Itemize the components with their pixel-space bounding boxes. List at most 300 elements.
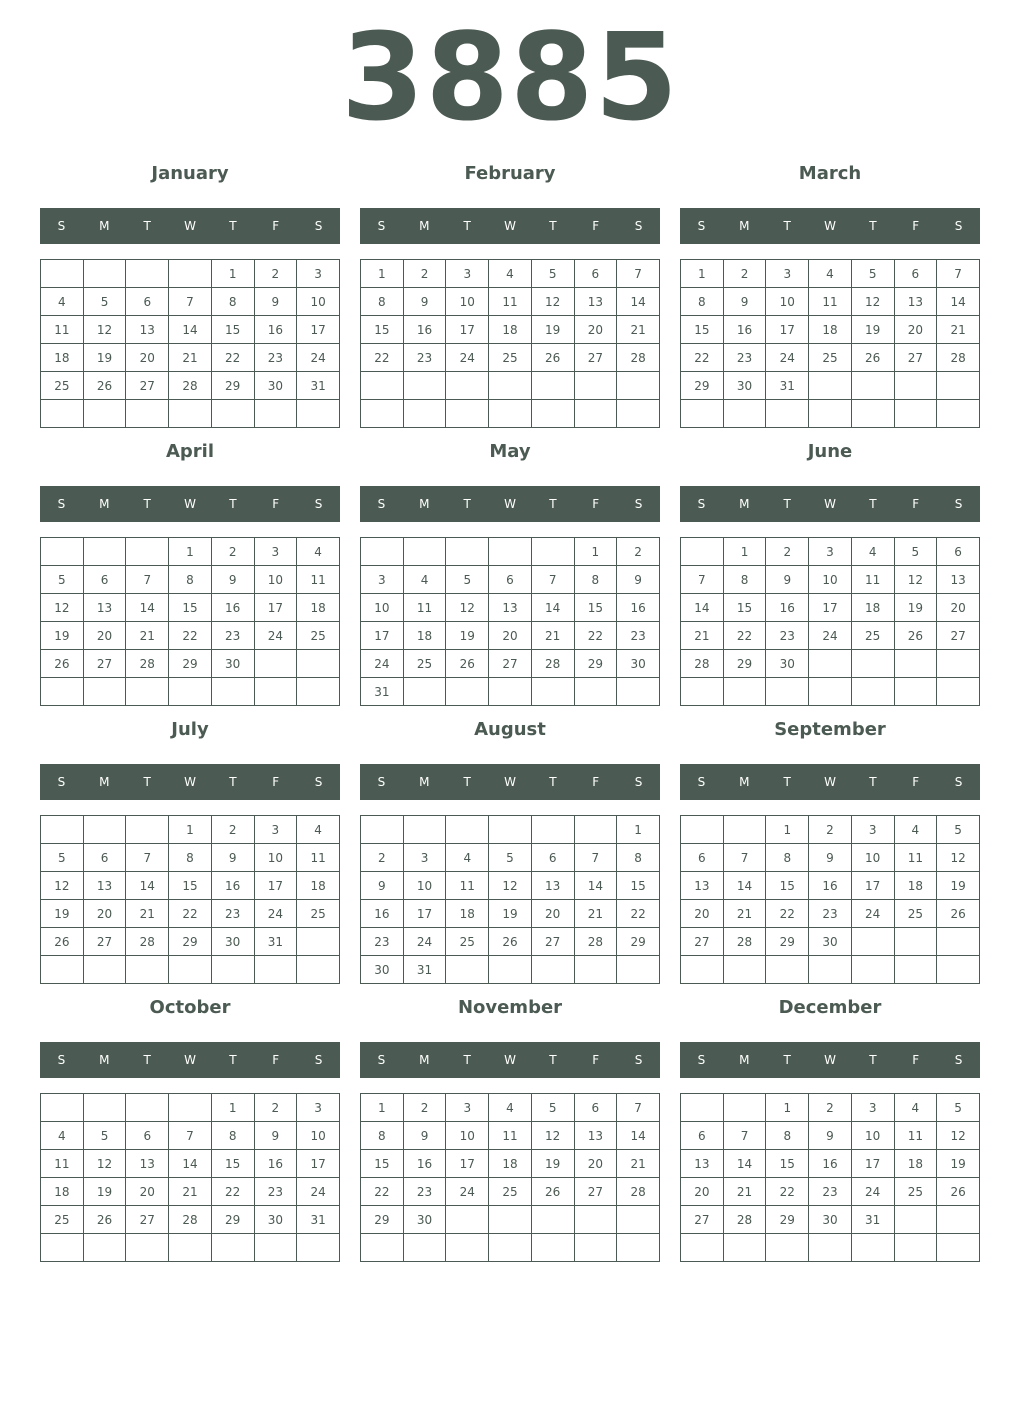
day-cell: 24	[254, 900, 297, 928]
month-april	[40, 438, 340, 708]
day-cell: 31	[851, 1206, 894, 1234]
day-cell: 24	[766, 344, 809, 372]
day-cell: 2	[809, 816, 852, 844]
week-row	[681, 1206, 980, 1234]
month-march	[680, 160, 980, 430]
weekday-label: S	[954, 775, 963, 789]
weekday-header	[40, 208, 340, 244]
weekday-label: S	[314, 775, 323, 789]
day-cell: 6	[126, 1122, 169, 1150]
week-row	[361, 1122, 660, 1150]
day-cell: 28	[617, 344, 660, 372]
day-cell: 16	[403, 1150, 446, 1178]
day-cell: 6	[574, 1094, 617, 1122]
day-cell: 1	[169, 816, 212, 844]
day-cell: 24	[297, 1178, 340, 1206]
day-cell: 16	[254, 1150, 297, 1178]
day-cell: 28	[617, 1178, 660, 1206]
day-cell: 16	[766, 594, 809, 622]
week-row	[681, 622, 980, 650]
day-cell: 6	[83, 844, 126, 872]
day-cell: 10	[361, 594, 404, 622]
day-cell: 11	[851, 566, 894, 594]
empty-day-cell	[41, 1234, 84, 1262]
day-cell: 26	[41, 928, 84, 956]
week-row	[41, 288, 340, 316]
week-row	[41, 872, 340, 900]
empty-day-cell	[681, 538, 724, 566]
empty-day-cell	[41, 1094, 84, 1122]
empty-day-cell	[531, 538, 574, 566]
empty-day-cell	[766, 678, 809, 706]
day-cell: 23	[403, 1178, 446, 1206]
day-cell: 14	[169, 316, 212, 344]
weekday-label: W	[504, 497, 516, 511]
weekday-label: S	[954, 219, 963, 233]
day-cell: 29	[211, 1206, 254, 1234]
day-cell: 5	[83, 1122, 126, 1150]
weekday-label: S	[57, 219, 66, 233]
day-cell: 16	[211, 594, 254, 622]
day-cell: 29	[681, 372, 724, 400]
day-cell: 9	[254, 288, 297, 316]
day-cell: 28	[937, 344, 980, 372]
empty-day-cell	[126, 678, 169, 706]
day-cell: 29	[574, 650, 617, 678]
day-cell: 13	[681, 872, 724, 900]
day-cell: 22	[574, 622, 617, 650]
day-cell: 13	[574, 288, 617, 316]
weekday-label: F	[592, 775, 600, 789]
day-cell: 9	[403, 1122, 446, 1150]
weekday-label: S	[697, 1053, 706, 1067]
day-grid	[680, 1093, 980, 1262]
day-cell: 12	[83, 1150, 126, 1178]
day-cell: 23	[809, 1178, 852, 1206]
weekday-label: M	[99, 497, 110, 511]
empty-day-cell	[211, 400, 254, 428]
day-cell: 30	[723, 372, 766, 400]
day-cell: 9	[723, 288, 766, 316]
week-row	[41, 844, 340, 872]
day-cell: 30	[809, 928, 852, 956]
day-cell: 21	[126, 900, 169, 928]
day-cell: 23	[211, 622, 254, 650]
day-cell: 31	[297, 1206, 340, 1234]
weekday-label: S	[377, 775, 386, 789]
weekday-label: W	[824, 497, 836, 511]
week-row	[361, 1178, 660, 1206]
day-cell: 14	[531, 594, 574, 622]
weekday-label: W	[824, 219, 836, 233]
day-cell: 9	[403, 288, 446, 316]
weekday-label: T	[549, 1053, 557, 1067]
empty-day-cell	[446, 678, 489, 706]
day-cell: 3	[766, 260, 809, 288]
day-cell: 10	[851, 1122, 894, 1150]
day-cell: 3	[254, 816, 297, 844]
week-row	[681, 1234, 980, 1262]
day-cell: 18	[894, 872, 937, 900]
day-cell: 22	[361, 344, 404, 372]
day-cell: 25	[446, 928, 489, 956]
empty-day-cell	[83, 1234, 126, 1262]
weekday-label: W	[184, 775, 196, 789]
day-cell: 21	[126, 622, 169, 650]
day-cell: 8	[681, 288, 724, 316]
month-june	[680, 438, 980, 708]
day-cell: 12	[83, 316, 126, 344]
day-cell: 22	[766, 900, 809, 928]
empty-day-cell	[446, 400, 489, 428]
day-cell: 11	[41, 316, 84, 344]
day-cell: 21	[617, 1150, 660, 1178]
week-row	[361, 622, 660, 650]
month-january	[40, 160, 340, 430]
week-row	[681, 594, 980, 622]
weekday-label: T	[229, 775, 237, 789]
day-cell: 31	[361, 678, 404, 706]
weekday-label: M	[99, 1053, 110, 1067]
day-cell: 17	[403, 900, 446, 928]
day-grid	[40, 537, 340, 706]
day-cell: 27	[83, 928, 126, 956]
week-row	[681, 260, 980, 288]
empty-day-cell	[766, 956, 809, 984]
empty-day-cell	[531, 678, 574, 706]
week-row	[681, 1150, 980, 1178]
empty-day-cell	[809, 678, 852, 706]
day-cell: 16	[211, 872, 254, 900]
week-row	[681, 1122, 980, 1150]
day-cell: 14	[126, 594, 169, 622]
weekday-label: M	[419, 497, 430, 511]
day-cell: 7	[617, 260, 660, 288]
day-cell: 4	[403, 566, 446, 594]
day-cell: 8	[211, 288, 254, 316]
weekday-label: T	[549, 497, 557, 511]
empty-day-cell	[297, 956, 340, 984]
month-title: April	[165, 441, 215, 462]
day-cell: 3	[297, 260, 340, 288]
day-cell: 12	[446, 594, 489, 622]
day-cell: 4	[894, 816, 937, 844]
day-cell: 14	[126, 872, 169, 900]
day-cell: 31	[766, 372, 809, 400]
week-row	[361, 816, 660, 844]
day-cell: 30	[617, 650, 660, 678]
weekday-header	[360, 486, 660, 522]
day-cell: 8	[617, 844, 660, 872]
day-cell: 5	[531, 1094, 574, 1122]
day-cell: 20	[681, 900, 724, 928]
empty-day-cell	[574, 372, 617, 400]
day-cell: 4	[894, 1094, 937, 1122]
day-cell: 27	[681, 928, 724, 956]
day-cell: 22	[766, 1178, 809, 1206]
weekday-label: T	[463, 219, 471, 233]
day-cell: 20	[894, 316, 937, 344]
day-cell: 19	[531, 316, 574, 344]
week-row	[361, 288, 660, 316]
weekday-header	[40, 764, 340, 800]
day-cell: 2	[809, 1094, 852, 1122]
weekday-label: M	[739, 1053, 750, 1067]
day-cell: 26	[83, 1206, 126, 1234]
day-cell: 16	[617, 594, 660, 622]
weekday-label: F	[272, 1053, 280, 1067]
day-cell: 5	[894, 538, 937, 566]
day-cell: 25	[403, 650, 446, 678]
empty-day-cell	[169, 400, 212, 428]
empty-day-cell	[851, 400, 894, 428]
week-row	[681, 956, 980, 984]
empty-day-cell	[297, 928, 340, 956]
weekday-header	[680, 1042, 980, 1078]
empty-day-cell	[851, 372, 894, 400]
day-cell: 15	[169, 594, 212, 622]
weekday-label: S	[377, 497, 386, 511]
day-cell: 2	[617, 538, 660, 566]
weekday-header	[360, 764, 660, 800]
day-cell: 10	[446, 1122, 489, 1150]
day-cell: 1	[361, 260, 404, 288]
day-cell: 6	[937, 538, 980, 566]
day-cell: 24	[809, 622, 852, 650]
empty-day-cell	[41, 400, 84, 428]
day-cell: 7	[169, 1122, 212, 1150]
day-cell: 12	[489, 872, 532, 900]
day-cell: 13	[937, 566, 980, 594]
day-cell: 17	[297, 1150, 340, 1178]
empty-day-cell	[403, 816, 446, 844]
week-row	[361, 872, 660, 900]
week-row	[361, 1206, 660, 1234]
week-row	[681, 372, 980, 400]
day-cell: 23	[254, 1178, 297, 1206]
day-cell: 15	[361, 1150, 404, 1178]
day-cell: 14	[574, 872, 617, 900]
empty-day-cell	[489, 1206, 532, 1234]
day-cell: 24	[403, 928, 446, 956]
week-row	[41, 566, 340, 594]
day-cell: 1	[169, 538, 212, 566]
empty-day-cell	[297, 678, 340, 706]
day-grid	[40, 259, 340, 428]
day-cell: 17	[361, 622, 404, 650]
day-cell: 25	[41, 1206, 84, 1234]
day-cell: 27	[126, 1206, 169, 1234]
empty-day-cell	[937, 928, 980, 956]
weekday-header	[360, 1042, 660, 1078]
weekday-label: S	[634, 497, 643, 511]
week-row	[681, 400, 980, 428]
day-cell: 28	[723, 928, 766, 956]
day-cell: 11	[297, 844, 340, 872]
day-cell: 2	[403, 1094, 446, 1122]
day-grid	[40, 815, 340, 984]
day-cell: 19	[937, 872, 980, 900]
day-cell: 24	[254, 622, 297, 650]
day-cell: 21	[169, 1178, 212, 1206]
day-cell: 28	[169, 1206, 212, 1234]
day-cell: 4	[41, 1122, 84, 1150]
day-cell: 18	[297, 594, 340, 622]
day-cell: 15	[723, 594, 766, 622]
empty-day-cell	[297, 400, 340, 428]
day-cell: 28	[531, 650, 574, 678]
day-cell: 17	[809, 594, 852, 622]
empty-day-cell	[894, 372, 937, 400]
day-cell: 2	[254, 260, 297, 288]
empty-day-cell	[894, 928, 937, 956]
day-cell: 28	[723, 1206, 766, 1234]
day-cell: 5	[446, 566, 489, 594]
empty-day-cell	[41, 816, 84, 844]
weekday-header	[360, 208, 660, 244]
day-cell: 3	[403, 844, 446, 872]
empty-day-cell	[126, 1234, 169, 1262]
day-cell: 24	[361, 650, 404, 678]
day-cell: 14	[723, 872, 766, 900]
empty-day-cell	[83, 260, 126, 288]
week-row	[41, 678, 340, 706]
day-cell: 26	[531, 344, 574, 372]
week-row	[361, 316, 660, 344]
empty-day-cell	[617, 678, 660, 706]
day-cell: 11	[894, 1122, 937, 1150]
week-row	[41, 1150, 340, 1178]
week-row	[361, 956, 660, 984]
day-cell: 16	[809, 1150, 852, 1178]
empty-day-cell	[489, 678, 532, 706]
day-cell: 2	[723, 260, 766, 288]
weekday-label: M	[739, 219, 750, 233]
day-grid	[680, 537, 980, 706]
weekday-label: S	[697, 775, 706, 789]
empty-day-cell	[937, 678, 980, 706]
empty-day-cell	[211, 678, 254, 706]
empty-day-cell	[531, 956, 574, 984]
week-row	[41, 1234, 340, 1262]
empty-day-cell	[83, 956, 126, 984]
day-cell: 20	[83, 622, 126, 650]
week-row	[41, 650, 340, 678]
empty-day-cell	[809, 372, 852, 400]
day-cell: 14	[937, 288, 980, 316]
weekday-label: S	[314, 1053, 323, 1067]
day-cell: 15	[681, 316, 724, 344]
month-title: July	[171, 719, 209, 740]
week-row	[681, 566, 980, 594]
day-cell: 18	[851, 594, 894, 622]
week-row	[361, 844, 660, 872]
week-row	[41, 538, 340, 566]
day-cell: 12	[41, 872, 84, 900]
day-cell: 18	[489, 316, 532, 344]
weekday-label: F	[912, 775, 920, 789]
weekday-label: S	[954, 1053, 963, 1067]
day-cell: 4	[809, 260, 852, 288]
week-row	[681, 928, 980, 956]
day-cell: 4	[41, 288, 84, 316]
weekday-label: W	[184, 497, 196, 511]
weekday-label: S	[634, 775, 643, 789]
empty-day-cell	[489, 816, 532, 844]
weekday-header	[680, 764, 980, 800]
day-cell: 2	[211, 538, 254, 566]
day-cell: 12	[894, 566, 937, 594]
day-cell: 9	[211, 844, 254, 872]
empty-day-cell	[531, 1234, 574, 1262]
day-cell: 30	[766, 650, 809, 678]
day-cell: 22	[169, 900, 212, 928]
week-row	[41, 956, 340, 984]
week-row	[41, 928, 340, 956]
day-cell: 23	[254, 344, 297, 372]
empty-day-cell	[41, 956, 84, 984]
weekday-label: W	[504, 775, 516, 789]
day-cell: 24	[851, 900, 894, 928]
day-grid	[40, 1093, 340, 1262]
day-cell: 25	[297, 622, 340, 650]
day-grid	[360, 259, 660, 428]
day-cell: 25	[489, 1178, 532, 1206]
empty-day-cell	[361, 1234, 404, 1262]
week-row	[361, 344, 660, 372]
weekday-header	[680, 208, 980, 244]
day-cell: 26	[937, 900, 980, 928]
week-row	[361, 1150, 660, 1178]
empty-day-cell	[41, 260, 84, 288]
day-cell: 21	[723, 900, 766, 928]
empty-day-cell	[489, 1234, 532, 1262]
week-row	[681, 816, 980, 844]
empty-day-cell	[41, 678, 84, 706]
day-cell: 7	[574, 844, 617, 872]
day-cell: 29	[211, 372, 254, 400]
empty-day-cell	[574, 816, 617, 844]
day-cell: 7	[169, 288, 212, 316]
day-cell: 30	[254, 372, 297, 400]
weekday-label: M	[419, 775, 430, 789]
week-row	[41, 1206, 340, 1234]
day-cell: 6	[531, 844, 574, 872]
day-cell: 8	[361, 288, 404, 316]
weekday-label: S	[634, 1053, 643, 1067]
day-cell: 26	[489, 928, 532, 956]
day-cell: 18	[41, 1178, 84, 1206]
day-cell: 1	[681, 260, 724, 288]
month-july	[40, 716, 340, 986]
week-row	[361, 400, 660, 428]
day-cell: 6	[126, 288, 169, 316]
day-cell: 21	[169, 344, 212, 372]
day-cell: 12	[41, 594, 84, 622]
day-cell: 8	[766, 844, 809, 872]
day-cell: 23	[617, 622, 660, 650]
day-cell: 31	[403, 956, 446, 984]
day-cell: 23	[809, 900, 852, 928]
empty-day-cell	[126, 1094, 169, 1122]
empty-day-cell	[851, 956, 894, 984]
empty-day-cell	[851, 678, 894, 706]
empty-day-cell	[531, 816, 574, 844]
empty-day-cell	[41, 538, 84, 566]
empty-day-cell	[617, 400, 660, 428]
day-cell: 14	[681, 594, 724, 622]
day-cell: 7	[126, 844, 169, 872]
